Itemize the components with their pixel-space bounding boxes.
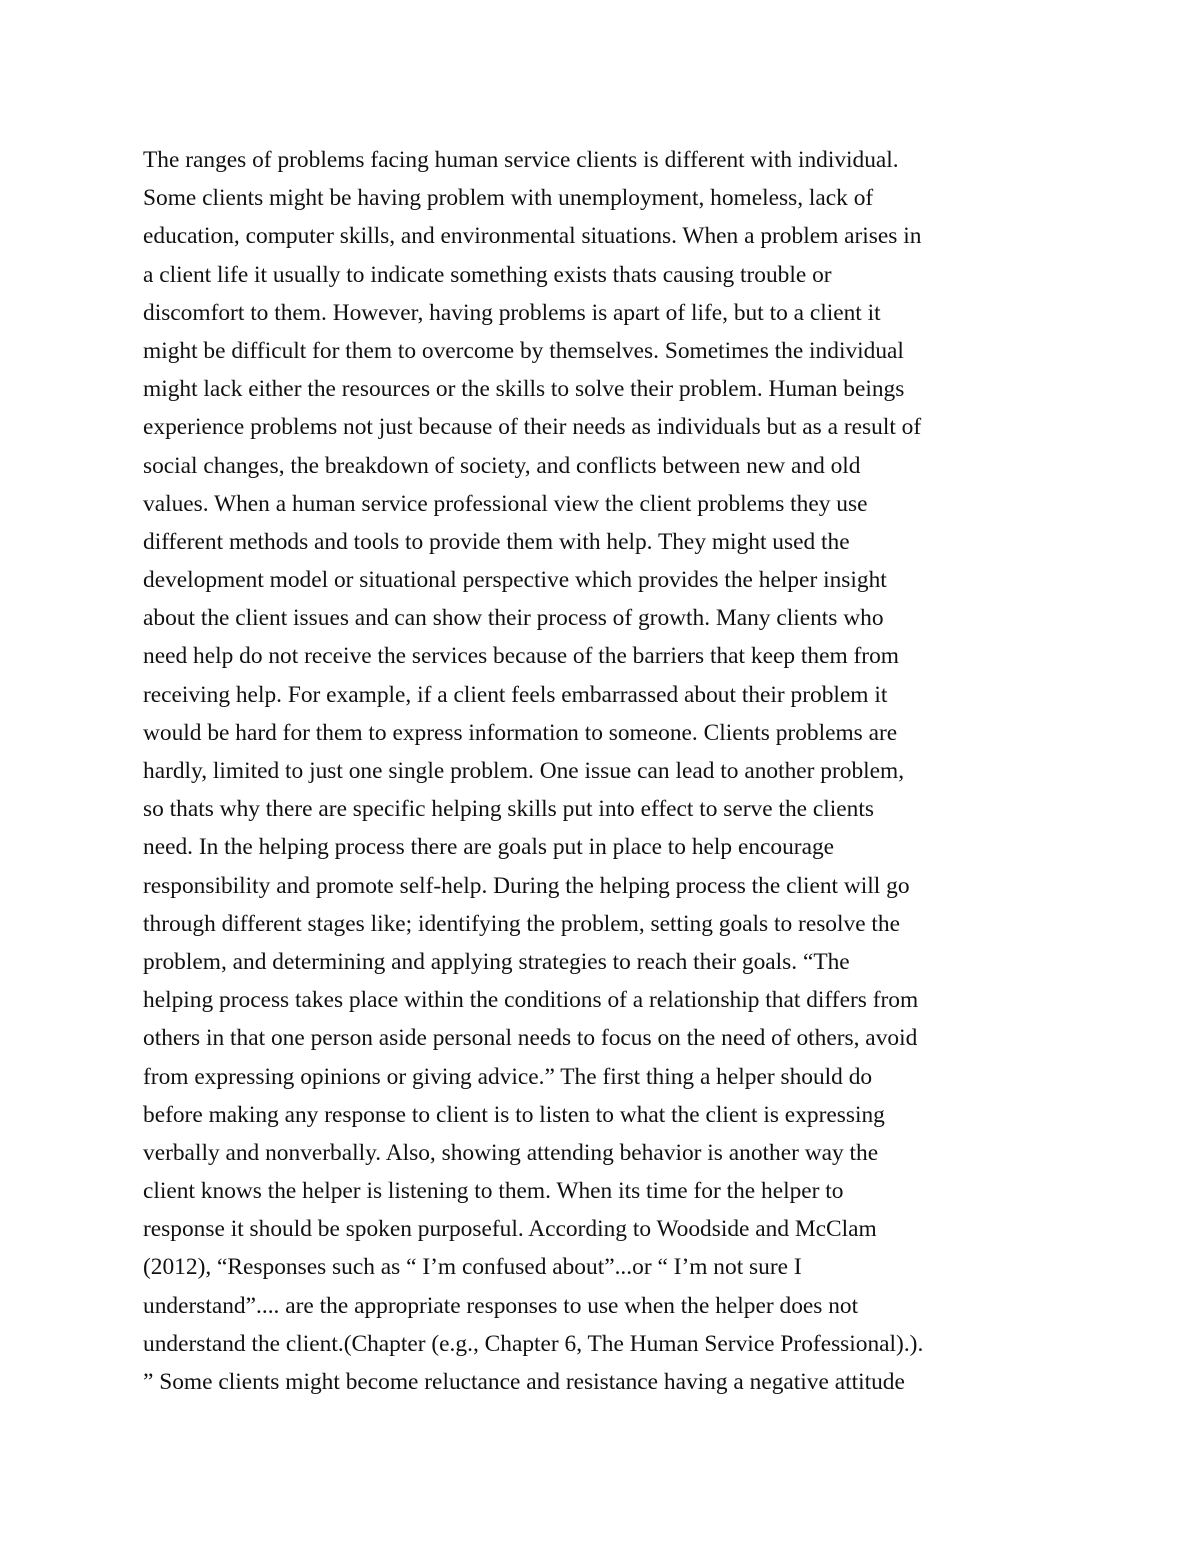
text-line: through different stages like; identifying the problem, setting goals to resolve the bbox=[143, 910, 900, 937]
text-line: understand”.... are the appropriate responses to use when the helper does not bbox=[143, 1292, 859, 1319]
text-line: might be difficult for them to overcome by themselves. Sometimes the individual bbox=[143, 337, 904, 364]
text-line: different methods and tools to provide them with help. They might used the bbox=[143, 528, 850, 555]
body-text bbox=[143, 141, 1083, 1401]
text-line: receiving help. For example, if a client feels embarrassed about their problem it bbox=[143, 681, 888, 708]
text-line: (2012), “Responses such as “ I’m confused about”...or “ I’m not sure I bbox=[143, 1254, 802, 1281]
text-line: about the client issues and can show their process of growth. Many clients who bbox=[143, 605, 884, 632]
text-line: from expressing opinions or giving advice.” The first thing a helper should do bbox=[143, 1063, 873, 1090]
text-line: verbally and nonverbally. Also, showing attending behavior is another way the bbox=[143, 1139, 879, 1166]
text-line: development model or situational perspective which provides the helper insight bbox=[143, 567, 887, 594]
text-line: client knows the helper is listening to them. When its time for the helper to bbox=[143, 1178, 844, 1205]
text-line: helping process takes place within the conditions of a relationship that differs from bbox=[143, 987, 919, 1014]
text-line: ” Some clients might become reluctance and resistance having a negative attitude bbox=[143, 1369, 905, 1395]
text-line: a client life it usually to indicate something exists thats causing trouble or bbox=[143, 261, 832, 288]
text-line: experience problems not just because of their needs as individuals but as a result of bbox=[143, 414, 922, 441]
text-line: The ranges of problems facing human service clients is different with individual. bbox=[143, 147, 899, 173]
text-line: understand the client.(Chapter (e.g., Chapter 6, The Human Service Professional).). bbox=[143, 1330, 924, 1357]
text-line: social changes, the breakdown of society, and conflicts between new and old bbox=[143, 452, 861, 479]
text-line: might lack either the resources or the skills to solve their problem. Human beings bbox=[143, 376, 905, 403]
text-line: responsibility and promote self-help. During the helping process the client will go bbox=[143, 872, 910, 899]
text-line: education, computer skills, and environmental situations. When a problem arises in bbox=[143, 223, 922, 250]
text-line: would be hard for them to express information to someone. Clients problems are bbox=[143, 719, 898, 746]
text-line: so thats why there are specific helping skills put into effect to serve the clients bbox=[143, 796, 874, 823]
text-line: values. When a human service professional view the client problems they use bbox=[143, 490, 868, 517]
text-line: hardly, limited to just one single problem. One issue can lead to another problem, bbox=[143, 758, 905, 784]
text-line: problem, and determining and applying strategies to reach their goals. “The bbox=[143, 948, 850, 975]
text-line: discomfort to them. However, having problems is apart of life, but to a client it bbox=[143, 299, 881, 326]
text-line: others in that one person aside personal needs to focus on the need of others, avoid bbox=[143, 1025, 918, 1052]
text-line: need help do not receive the services because of the barriers that keep them from bbox=[143, 643, 899, 670]
text-line: before making any response to client is to listen to what the client is expressing bbox=[143, 1101, 885, 1128]
text-line: response it should be spoken purposeful. According to Woodside and McClam bbox=[143, 1216, 877, 1243]
text-line: Some clients might be having problem with unemployment, homeless, lack of bbox=[143, 185, 874, 212]
text-line: need. In the helping process there are goals put in place to help encourage bbox=[143, 834, 835, 861]
